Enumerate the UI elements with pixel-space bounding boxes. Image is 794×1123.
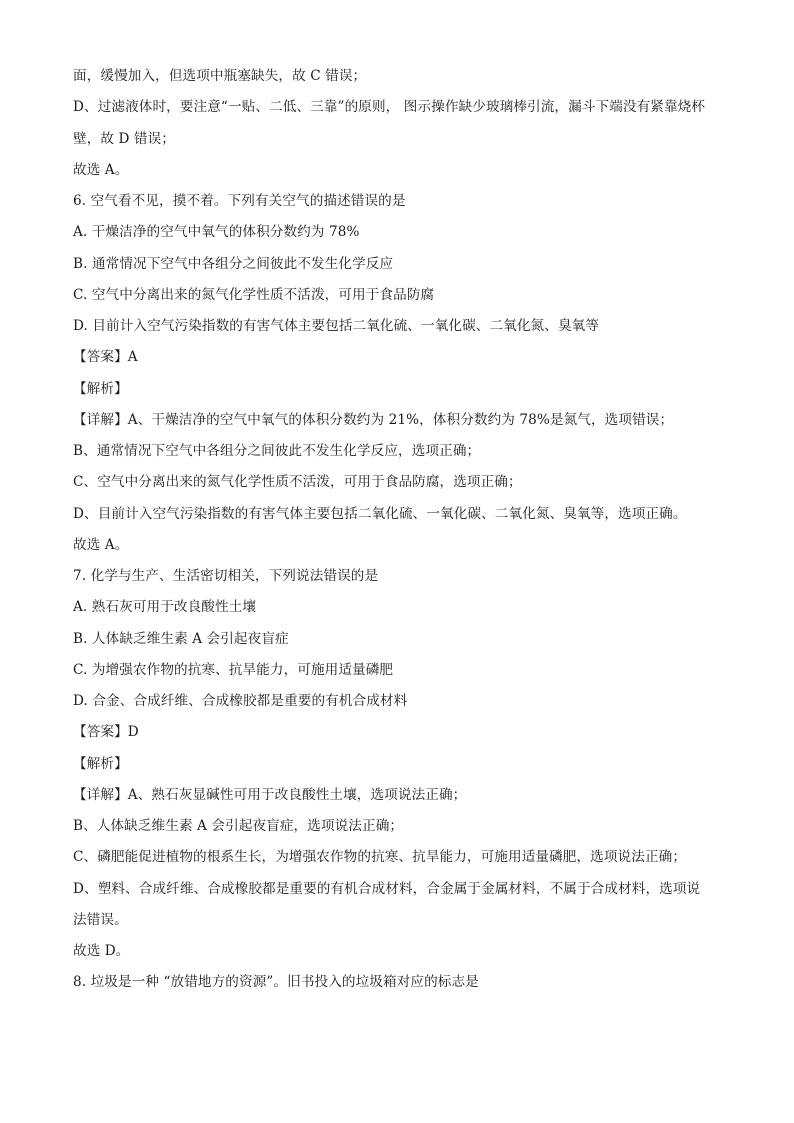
question-6-option-a: A. 干燥洁净的空气中氧气的体积分数约为 78% [73, 224, 360, 240]
question-7-detail-c: C、磷肥能促进植物的根系生长，为增强农作物的抗寒、抗旱能力，可施用适量磷肥，选项说法正确； [73, 849, 687, 865]
question-7-detail-d-cont: 法错误。 [73, 912, 128, 928]
question-6-stem: 6. 空气看不见，摸不着。下列有关空气的描述错误的是 [73, 193, 406, 209]
question-7-detail: 【详解】A、熟石灰显碱性可用于改良酸性土壤，选项说法正确； [73, 787, 467, 803]
question-6-option-b: B. 通常情况下空气中各组分之间彼此不发生化学反应 [73, 256, 394, 272]
question-7-analysis-heading: 【解析】 [73, 756, 128, 772]
question-7-answer: 【答案】D [73, 724, 139, 740]
question-6-detail: 【详解】A、干燥洁净的空气中氧气的体积分数约为 21%，体积分数约为 78%是氮气，选项错误； [73, 412, 674, 428]
question-6-analysis-heading: 【解析】 [73, 381, 128, 397]
text-line: D、过滤液体时，要注意“一贴、二低、三靠”的原则， 图示操作缺少玻璃棒引流，漏斗下端没有紧靠烧杯 [73, 99, 706, 115]
question-6-option-d: D. 目前计入空气污染指数的有害气体主要包括二氧化硫、一氧化碳、二氧化氮、臭氧等 [73, 318, 600, 334]
question-6-option-c: C. 空气中分离出来的氮气化学性质不活泼，可用于食品防腐 [73, 287, 435, 303]
question-6-choice: 故选 A。 [73, 537, 129, 553]
text-line: 故选 A。 [73, 162, 129, 178]
question-7-option-a: A. 熟石灰可用于改良酸性土壤 [73, 599, 257, 615]
question-7-option-c: C. 为增强农作物的抗寒、抗旱能力，可施用适量磷肥 [73, 662, 394, 678]
question-7-choice: 故选 D。 [73, 943, 130, 959]
question-7-option-d: D. 合金、合成纤维、合成橡胶都是重要的有机合成材料 [73, 693, 408, 709]
question-6-answer: 【答案】A [73, 349, 138, 365]
question-7-stem: 7. 化学与生产、生活密切相关，下列说法错误的是 [73, 568, 379, 584]
question-6-detail-b: B、通常情况下空气中各组分之间彼此不发生化学反应，选项正确； [73, 443, 481, 459]
question-6-detail-d: D、目前计入空气污染指数的有害气体主要包括二氧化硫、一氧化碳、二氧化氮、臭氧等，选项正确。 [73, 506, 687, 522]
question-6-detail-c: C、空气中分离出来的氮气化学性质不活泼，可用于食品防腐，选项正确； [73, 474, 522, 490]
question-8-stem: 8. 垃圾是一种 “放错地方的资源”。旧书投入的垃圾箱对应的标志是 [73, 974, 479, 990]
question-7-option-b: B. 人体缺乏维生素 A 会引起夜盲症 [73, 631, 289, 647]
text-line: 面，缓慢加入，但选项中瓶塞缺失，故 C 错误； [73, 68, 367, 84]
question-7-detail-d: D、塑料、合成纤维、合成橡胶都是重要的有机合成材料，合金属于金属材料，不属于合成材料，选项说 [73, 881, 701, 897]
text-line: 壁，故 D 错误； [73, 131, 176, 147]
question-7-detail-b: B、人体缺乏维生素 A 会引起夜盲症，选项说法正确； [73, 818, 404, 834]
